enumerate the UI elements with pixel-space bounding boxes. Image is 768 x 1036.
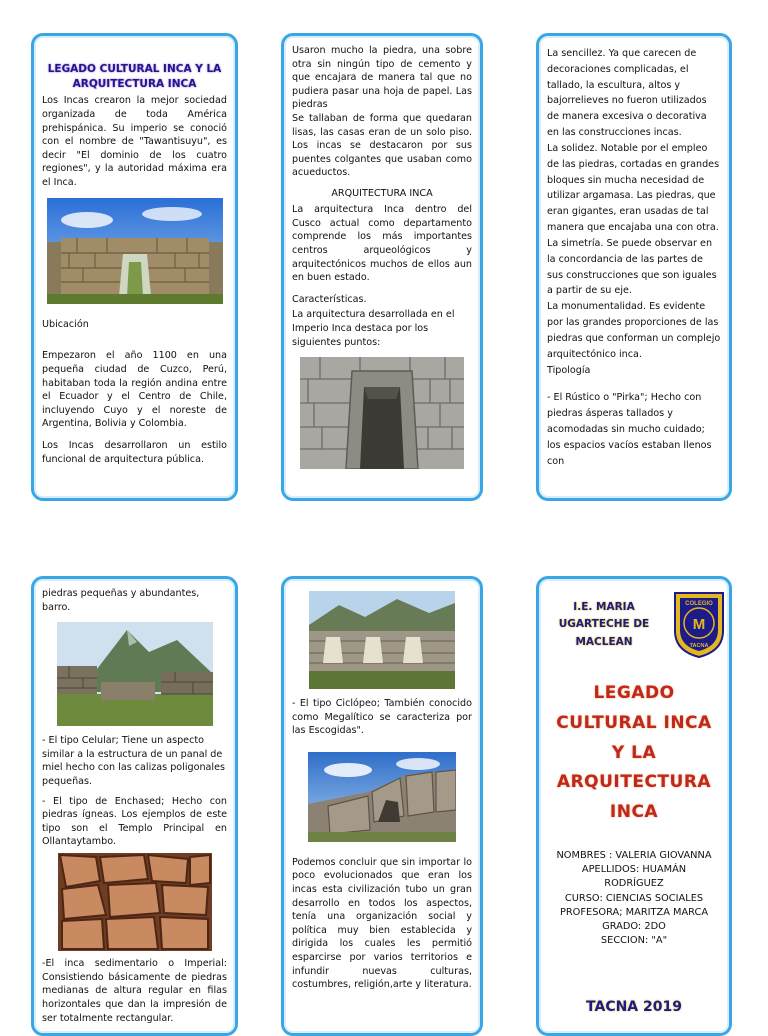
school-name: I.E. MARIA UGARTECHE DE MACLEAN — [558, 601, 650, 648]
solidez-text: La solidez. Notable por el empleo de las piedras, cortadas en grandes bloques sin mucha necesidad de utilizar argamasa. Las piedras, que eran gigantes, eran usadas de tal manera que encajaba una con otra. — [547, 142, 720, 234]
enchased-text: - El tipo de Enchased; Hecho con piedras ígneas. Los ejemplos de este tipo son el Templo Principal en Ollantaytambo. — [42, 795, 227, 848]
photo-stone-doorway — [300, 357, 464, 469]
svg-text:TACNA: TACNA — [689, 643, 709, 649]
panel-intro — [31, 33, 238, 501]
photo-stone-windows — [309, 591, 455, 689]
rustico-text: - El Rústico o "Pirka"; Hecho con piedras ásperas tallados y acomodadas sin mucho cuidado; los espacios vacíos estaban llenos con — [547, 392, 712, 467]
panel4-cont: piedras pequeñas y abundantes, barro. — [42, 588, 200, 613]
section-title-arquitectura: ARQUITECTURA INCA — [331, 188, 433, 200]
simetria-text: La simetría. Se puede observar en la concordancia de las partes de sus construcciones que son iguales a partir de su eje. — [547, 237, 717, 297]
monumentalidad-text: La monumentalidad. Es evidente por las grandes proporciones de las piedras que conforman un complejo arquitectónico inca. — [547, 301, 721, 360]
sencillez-text: La sencillez. Ya que carecen de decoraciones complicadas, el tallado, la escultura, altos y bajorrelieves no fueron utilizados de manera excesiva o decorativa en las construcciones incas. — [547, 48, 707, 139]
ubicacion-label: Ubicación — [42, 318, 89, 330]
school-crest — [673, 591, 725, 659]
svg-text:M: M — [692, 616, 706, 633]
ubicacion-text: Empezaron el año 1100 en una pequeña ciudad de Cuzco, Perú, habitaban toda la región andina entre el Ecuador y el Centro de Chile, incluyendo Cuyo y el noreste de Argentina, Bolivia y Colombia. — [42, 350, 227, 430]
celular-text: - El tipo Celular; Tiene un aspecto similar a la estructura de un panal de miel hecho con las calizas poligonales pequeñas. — [42, 735, 225, 788]
cover-title: LEGADO CULTURAL INCA Y LA ARQUITECTURA INCA — [556, 683, 712, 822]
photo-polygonal-wall — [58, 853, 212, 951]
panel-types — [31, 576, 238, 1036]
imperial-text: -El inca sedimentario o Imperial: Consistiendo básicamente de piedras medianas de altura regular en filas horizontales que dan la impresión de ser totalmente rectangular. — [42, 958, 227, 1024]
panel2-para1: Usaron mucho la piedra, una sobre otra sin ningún tipo de cemento y que encajara de manera tal que no pudiera pasar una hoja de papel. Las piedras — [292, 45, 472, 111]
panel1-intro: Los Incas crearon la mejor sociedad organizada de toda América prehispánica. Su imperio se conoció con el nombre de "Tawantisuyu", es decir "El dominio de los cuatro regiones", y la autoridad máxima era el Inca. — [42, 95, 227, 189]
panel-cover — [536, 576, 732, 1036]
photo-megalithic-wall — [308, 752, 456, 842]
conclusion-text: Podemos concluir que sin importar lo poco evolucionados que eran los incas esta civilización tubo un gran desarrollo en todos los aspectos, tenía una organización social y política muy bien establecida y dirigida los cuales les permitió esparcirse por varios territorios e infundir nuevas culturas, costumbres, religión,arte y literatura. — [292, 856, 472, 991]
svg-text:COLEGIO: COLEGIO — [685, 601, 713, 607]
photo-mountain-ruins — [57, 622, 213, 726]
caracteristicas-label: Características. — [292, 293, 367, 305]
tipologia-label: Tipología — [547, 364, 591, 376]
panel-architecture — [281, 33, 483, 501]
panel1-title: LEGADO CULTURAL INCA Y LA ARQUITECTURA INCA — [47, 63, 222, 91]
panel1-closing: Los Incas desarrollaron un estilo funcional de arquitectura pública. — [42, 439, 227, 465]
student-info: NOMBRES : VALERIA GIOVANNA APELLIDOS: HUAMÁN RODRÍGUEZ CURSO: CIENCIAS SOCIALES PROFESORA; MARITZA MARCA GRADO: 2DO SECCION: "A" — [556, 850, 712, 947]
ciclopeo-text: - El tipo Ciclópeo; También conocido como Megalítico se caracteriza por las Escogidas". — [292, 698, 472, 737]
cover-footer: TACNA 2019 — [586, 999, 682, 1015]
panel2-para2: Se tallaban de forma que quedaran lisas, las casas eran de un solo piso. Los incas se destacaron por sus puentes colgantes que usaban como acueductos. — [292, 113, 472, 179]
panel2-para3: La arquitectura Inca dentro del Cusco actual como departamento comprende los más importantes centros arqueológicos y arquitectónicos muchos de ellos aun en buen estado. — [292, 204, 472, 284]
panel-conclusion — [281, 576, 483, 1036]
photo-inca-doorway — [47, 198, 223, 304]
panel2-para4: La arquitectura desarrollada en el Imperio Inca destaca por los siguientes puntos: — [292, 309, 455, 348]
panel-characteristics — [536, 33, 732, 501]
